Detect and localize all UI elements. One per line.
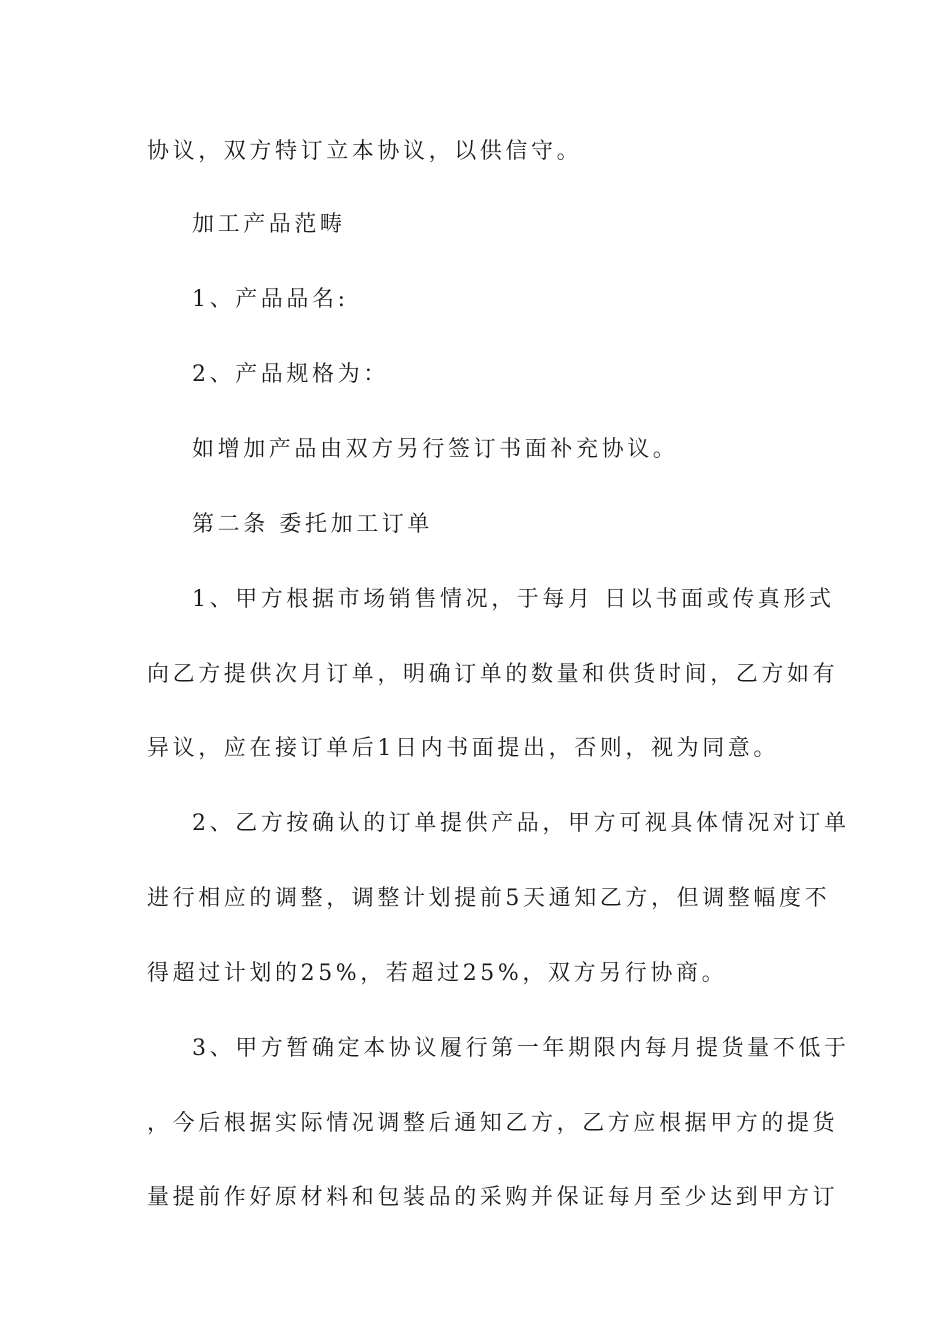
paragraph-line: 2、乙方按确认的订单提供产品，甲方可视具体情况对订单: [192, 811, 850, 836]
paragraph-line: 1、甲方根据市场销售情况，于每月 日以书面或传真形式: [192, 587, 835, 612]
paragraph-line: 3、甲方暂确定本协议履行第一年期限内每月提货量不低于: [192, 1036, 850, 1061]
section-heading: 加工产品范畴: [192, 212, 346, 237]
article-heading: 第二条 委托加工订单: [192, 512, 433, 537]
paragraph-line: 2、产品规格为：: [192, 362, 389, 387]
paragraph-line: 异议，应在接订单后1日内书面提出，否则，视为同意。: [147, 736, 779, 761]
paragraph-line: 进行相应的调整，调整计划提前5天通知乙方，但调整幅度不: [147, 886, 831, 911]
paragraph-line: 得超过计划的25%，若超过25%，双方另行协商。: [147, 961, 728, 986]
paragraph-line: 如增加产品由双方另行签订书面补充协议。: [192, 437, 679, 462]
paragraph-line: ，今后根据实际情况调整后通知乙方，乙方应根据甲方的提货: [147, 1111, 839, 1136]
paragraph-line: 向乙方提供次月订单，明确订单的数量和供货时间，乙方如有: [147, 662, 839, 687]
paragraph-line: 1、产品品名:: [192, 287, 349, 312]
paragraph-line: 量提前作好原材料和包装品的采购并保证每月至少达到甲方订: [147, 1185, 839, 1210]
paragraph-line: 协议，双方特订立本协议，以供信守。: [147, 139, 583, 164]
